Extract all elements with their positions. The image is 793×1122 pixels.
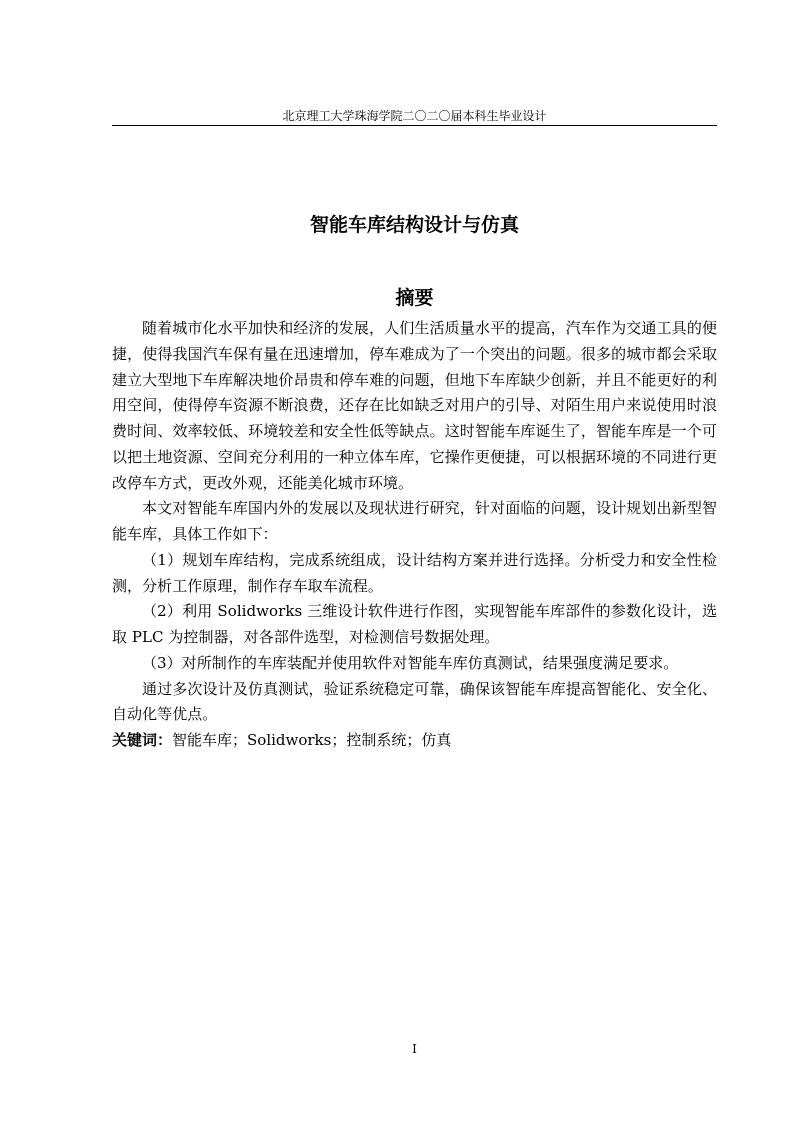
document-title: 智能车库结构设计与仿真	[309, 214, 519, 236]
abstract-heading: 摘要	[395, 287, 434, 309]
running-header: 北京理工大学珠海学院二〇二〇届本科生毕业设计	[282, 109, 547, 123]
keywords-line	[112, 728, 717, 754]
abstract-paragraph-conclusion: 通过多次设计及仿真测试，验证系统稳定可靠，确保该智能车库提高智能化、安全化、自动化等优点。	[112, 679, 717, 724]
abstract-paragraph-intro: 随着城市化水平加快和经济的发展，人们生活质量水平的提高，汽车作为交通工具的便捷，使得我国汽车保有量在迅速增加，停车难成为了一个突出的问题。很多的城市都会采取建立大型地下车库解决地价昂贵和停车难的问题，但地下车库缺少创新，并且不能更好的利用空间，使得停车资源不断浪费，还存在比如缺乏对用户的引导、对陌生用户来说使用时浪费时间、效率较低、环境较差和安全性低等缺点。这时智能车库诞生了，智能车库是一个可以把土地资源、空间充分利用的一种立体车库，它操作更便捷，可以根据环境的不同进行更改停车方式，更改外观，还能美化城市环境。	[112, 319, 717, 492]
page-number: I	[412, 1042, 417, 1056]
abstract-paragraph-item-2: （2）利用 Solidworks 三维设计软件进行作图，实现智能车库部件的参数化设计，选取 PLC 为控制器，对各部件选型，对检测信号数据处理。	[112, 602, 717, 646]
abstract-paragraph-item-3: （3）对所制作的车库装配并使用软件对智能车库仿真测试，结果强度满足要求。	[142, 653, 679, 672]
keywords-label: 关键词：	[112, 731, 173, 749]
header-rule	[112, 125, 717, 126]
abstract-paragraph-item-1: （1）规划车库结构，完成系统组成，设计结构方案并进行选择。分析受力和安全性检测，分析工作原理，制作存车取车流程。	[112, 550, 717, 595]
keywords-text: 智能车库；Solidworks；控制系统；仿真	[172, 731, 452, 749]
abstract-paragraph-scope: 本文对智能车库国内外的发展以及现状进行研究，针对面临的问题，设计规划出新型智能车库，具体工作如下：	[112, 499, 717, 543]
abstract-body	[112, 316, 717, 754]
